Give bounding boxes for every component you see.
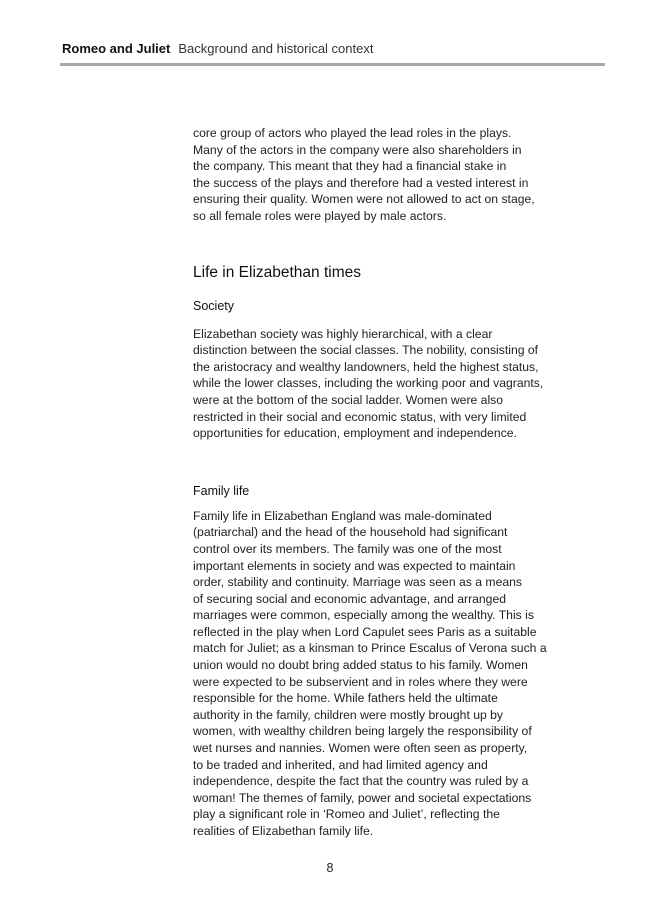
text-line: the success of the plays and therefore had a vested interest in xyxy=(193,175,529,190)
text-line: play a significant role in ‘Romeo and Juliet’, reflecting the xyxy=(193,807,500,822)
text-line: union would no doubt bring added status to his family. Women xyxy=(193,658,528,673)
text-line: (patriarchal) and the head of the household had significant xyxy=(193,525,508,540)
society-paragraph xyxy=(193,326,571,442)
text-line: of securing social and economic advantage, and arranged xyxy=(193,591,507,606)
text-line: were at the bottom of the social ladder. Women were also xyxy=(193,392,504,407)
text-line: control over its members. The family was one of the most xyxy=(193,541,502,556)
text-line: realities of Elizabethan family life. xyxy=(193,824,374,838)
family-paragraph xyxy=(193,508,571,840)
page-number: 8 xyxy=(326,861,334,875)
text-line: order, stability and continuity. Marriage was seen as a means xyxy=(193,575,523,590)
society-subheading: Society xyxy=(193,298,234,313)
text-line: Many of the actors in the company were also shareholders in xyxy=(193,142,522,157)
text-line: responsible for the home. While fathers held the ultimate xyxy=(193,691,498,706)
text-line: independence, despite the fact that the country was ruled by a xyxy=(193,774,529,789)
text-line: were expected to be subservient and in roles where they were xyxy=(193,674,528,689)
text-line: to be traded and inherited, and had limited agency and xyxy=(193,757,488,772)
text-line: distinction between the social classes. The nobility, consisting of xyxy=(193,343,539,358)
text-line: Family life in Elizabethan England was male-dominated xyxy=(193,508,492,523)
section-title: Background and historical context xyxy=(178,41,374,56)
page-body xyxy=(193,125,571,840)
text-line: restricted in their social and economic status, with very limited xyxy=(193,409,527,424)
text-line: women, with wealthy children being largely the responsibility of xyxy=(193,724,532,739)
header-divider xyxy=(60,63,605,66)
text-line: core group of actors who played the lead roles in the plays. xyxy=(193,126,512,140)
book-title: Romeo and Juliet xyxy=(62,41,171,56)
text-line: the company. This meant that they had a financial stake in xyxy=(193,159,507,174)
text-line: reflected in the play when Lord Capulet sees Paris as a suitable xyxy=(193,624,537,639)
text-line: important elements in society and was expected to maintain xyxy=(193,558,516,573)
family-subheading: Family life xyxy=(193,483,250,498)
text-line: the aristocracy and wealthy landowners, held the highest status, xyxy=(193,359,539,374)
text-line: opportunities for education, employment and independence. xyxy=(193,426,517,441)
text-line: woman! The themes of family, power and societal expectations xyxy=(193,790,532,805)
text-line: wet nurses and nannies. Women were often seen as property, xyxy=(193,741,528,756)
text-line: Elizabethan society was highly hierarchical, with a clear xyxy=(193,326,493,341)
text-line: so all female roles were played by male actors. xyxy=(193,208,447,223)
text-line: authority in the family, children were mostly brought up by xyxy=(193,707,504,722)
section-heading: Life in Elizabethan times xyxy=(193,263,362,281)
running-header xyxy=(62,40,604,58)
text-line: ensuring their quality. Women were not allowed to act on stage, xyxy=(193,192,535,207)
text-line: marriages were common, especially among the wealthy. This is xyxy=(193,608,534,623)
intro-paragraph xyxy=(193,125,571,225)
text-line: while the lower classes, including the working poor and vagrants, xyxy=(193,376,544,391)
text-line: match for Juliet; as a kinsman to Prince Escalus of Verona such a xyxy=(193,641,547,656)
